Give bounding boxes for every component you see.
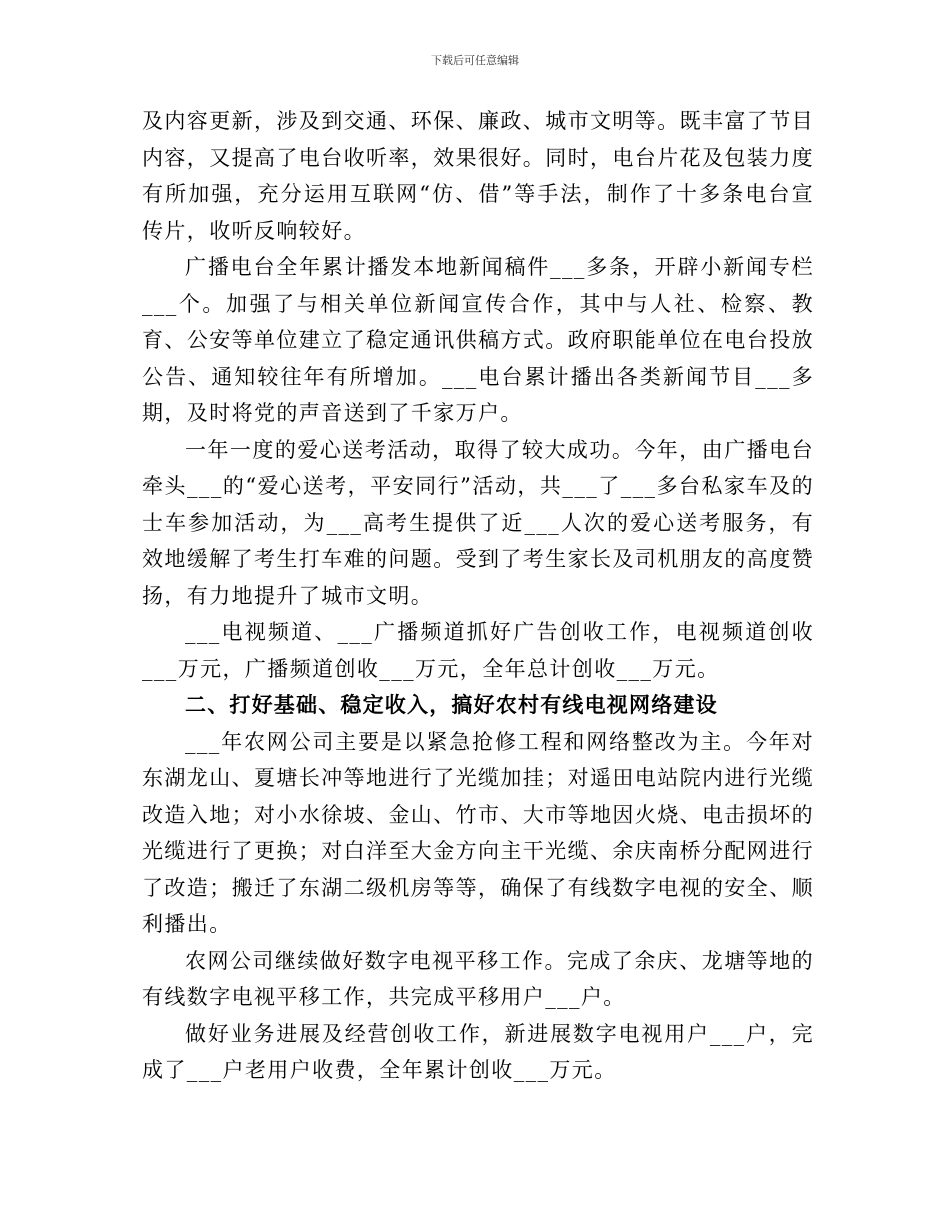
body-paragraph: 及内容更新，涉及到交通、环保、廉政、城市文明等。既丰富了节目内容，又提高了电台收听率，效果很好。同时，电台片花及包装力度有所加强，充分运用互联网“仿、借”等手法，制作了十多条电台宣传片，收听反响较好。: [142, 109, 814, 243]
section-heading: 二、打好基础、稳定收入，搞好农村有线电视网络建设: [185, 693, 718, 717]
body-paragraph: ___电视频道、___广播频道抓好广告创收工作，电视频道创收___万元，广播频道创收___万元，全年总计创收___万元。: [142, 620, 814, 681]
body-paragraph: ___年农网公司主要是以紧急抢修工程和网络整改为主。今年对东湖龙山、夏塘长冲等地进行了光缆加挂；对遥田电站院内进行光缆改造入地；对小水徐坡、金山、竹市、大市等地因火烧、电击损坏的光缆进行了更换；对白洋至大金方向主干光缆、余庆南桥分配网进行了改造；搬迁了东湖二级机房等等，确保了有线数字电视的安全、顺利播出。: [142, 729, 814, 936]
body-paragraph: 一年一度的爱心送考活动，取得了较大成功。今年，由广播电台牵头___的“爱心送考，平安同行”活动，共___了___多台私家车及的士车参加活动，为___高考生提供了近___人次的爱心送考服务，有效地缓解了考生打车难的问题。受到了考生家长及司机朋友的高度赞扬，有力地提升了城市文明。: [142, 437, 814, 608]
document-body: [142, 103, 814, 1089]
body-paragraph: 广播电台全年累计播发本地新闻稿件___多条，开辟小新闻专栏___个。加强了与相关单位新闻宣传合作，其中与人社、检察、教育、公安等单位建立了稳定通讯供稿方式。政府职能单位在电台投放公告、通知较往年有所增加。___电台累计播出各类新闻节目___多期，及时将党的声音送到了千家万户。: [142, 255, 814, 425]
body-paragraph: 农网公司继续做好数字电视平移工作。完成了余庆、龙塘等地的有线数字电视平移工作，共完成平移用户___户。: [142, 948, 814, 1009]
body-paragraph: 做好业务进展及经营创收工作，新进展数字电视用户___户，完成了___户老用户收费，全年累计创收___万元。: [142, 1021, 814, 1082]
page-header-note: 下载后可任意编辑: [431, 54, 519, 67]
